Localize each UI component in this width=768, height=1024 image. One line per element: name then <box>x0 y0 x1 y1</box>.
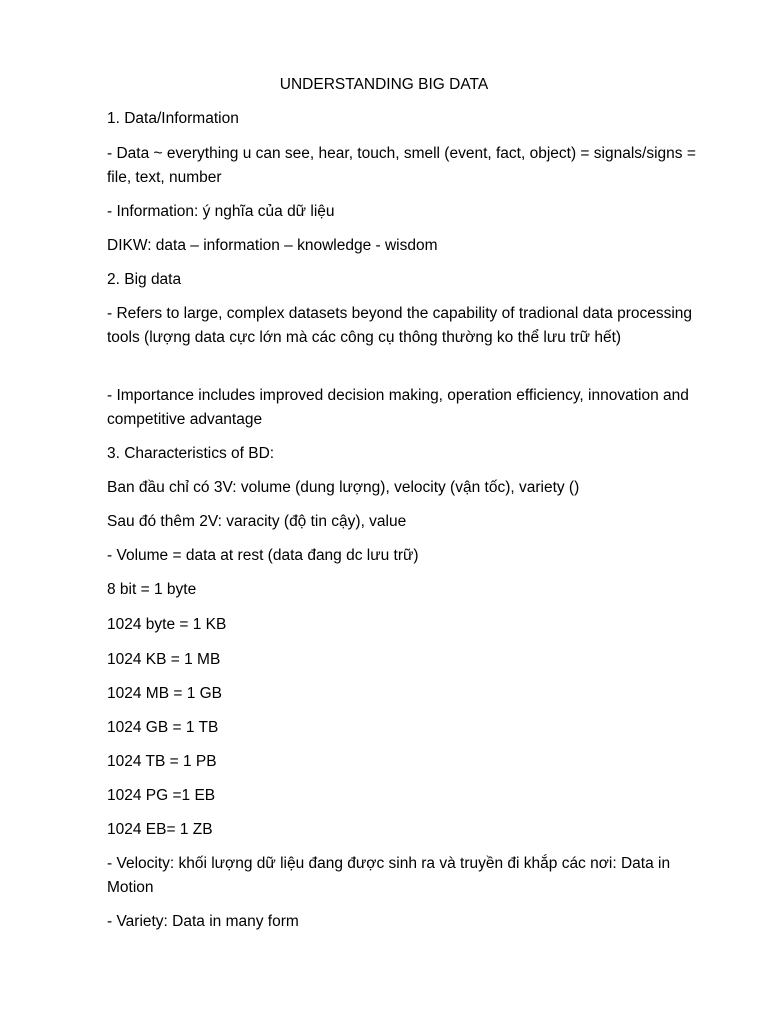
paragraph-data-definition: - Data ~ everything u can see, hear, touch, smell (event, fact, object) = signals/signs = file, text, number <box>107 145 696 186</box>
unit-line-byte-kb: 1024 byte = 1 KB <box>107 616 227 633</box>
paragraph-2v: Sau đó thêm 2V: varacity (độ tin cậy), value <box>107 513 407 530</box>
paragraph-variety: - Variety: Data in many form <box>107 913 299 930</box>
paragraph-big-data-definition: - Refers to large, complex datasets beyond the capability of tradional data processing tools (lượng data cực lớn mà các công cụ thông thường ko thể lưu trữ hết) <box>107 305 693 346</box>
unit-line-kb-mb: 1024 KB = 1 MB <box>107 651 221 668</box>
document-title: UNDERSTANDING BIG DATA <box>279 76 489 93</box>
paragraph-big-data-importance: - Importance includes improved decision making, operation efficiency, innovation and competitive advantage <box>107 387 689 428</box>
unit-line-gb-tb: 1024 GB = 1 TB <box>107 719 219 736</box>
section-heading-data-information: 1. Data/Information <box>107 110 239 127</box>
paragraph-velocity: - Velocity: khối lượng dữ liệu đang được sinh ra và truyền đi khắp các nơi: Data in Motion <box>107 855 671 896</box>
unit-line-eb-zb: 1024 EB= 1 ZB <box>107 821 213 838</box>
paragraph-information-definition: - Information: ý nghĩa của dữ liệu <box>107 203 335 220</box>
paragraph-volume: - Volume = data at rest (data đang dc lưu trữ) <box>107 547 419 564</box>
paragraph-dikw: DIKW: data – information – knowledge - wisdom <box>107 237 438 254</box>
unit-line-tb-pb: 1024 TB = 1 PB <box>107 753 217 770</box>
paragraph-3v: Ban đầu chỉ có 3V: volume (dung lượng), velocity (vận tốc), variety () <box>107 479 580 496</box>
unit-line-mb-gb: 1024 MB = 1 GB <box>107 685 223 702</box>
unit-line-pg-eb: 1024 PG =1 EB <box>107 787 216 804</box>
section-heading-big-data: 2. Big data <box>107 271 182 288</box>
section-heading-characteristics: 3. Characteristics of BD: <box>107 445 275 462</box>
unit-line-bit-byte: 8 bit = 1 byte <box>107 581 197 598</box>
